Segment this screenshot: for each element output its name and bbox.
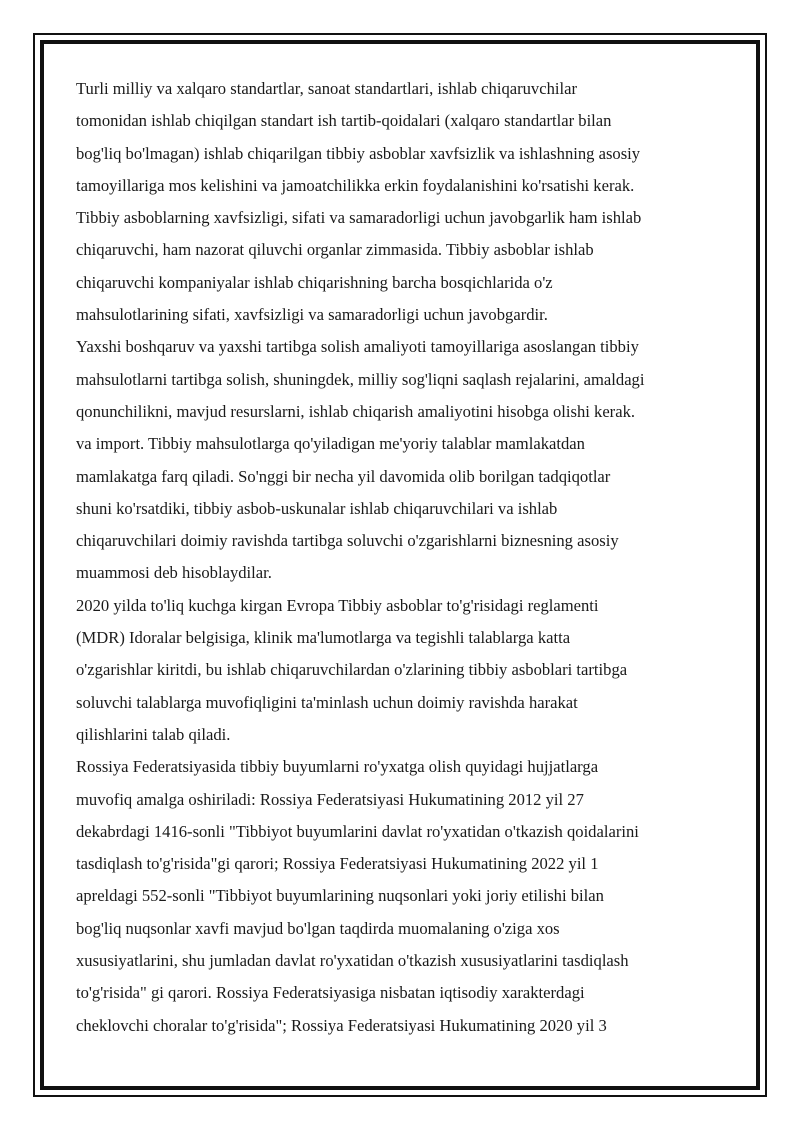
text-line: Rossiya Federatsiyasida tibbiy buyumlarni ro'yxatga olish quyidagi hujjatlarga — [76, 757, 599, 777]
text-line: o'zgarishlar kiritdi, bu ishlab chiqaruvchilardan o'zlarining tibbiy asboblari tartibga — [76, 660, 628, 680]
paragraph — [76, 751, 726, 1042]
text-line: mahsulotlarining sifati, xavfsizligi va samaradorligi uchun javobgardir. — [76, 305, 548, 325]
text-line: shuni ko'rsatdiki, tibbiy asbob-uskunalar ishlab chiqaruvchilari va ishlab — [76, 498, 558, 518]
text-line: mamlakatga farq qiladi. So'nggi bir necha yil davomida olib borilgan tadqiqotlar — [76, 466, 611, 486]
text-line: (MDR) Idoralar belgisiga, klinik ma'lumotlarga va tegishli talablarga katta — [76, 628, 571, 648]
text-line: mahsulotlarni tartibga solish, shuningdek, milliy sog'liqni saqlash rejalarini, amaldagi — [76, 369, 645, 389]
text-line: muammosi deb hisoblaydilar. — [76, 563, 272, 583]
text-line: tamoyillariga mos kelishini va jamoatchilikka erkin foydalanishini ko'rsatishi kerak. — [76, 175, 635, 195]
text-line: xususiyatlarini, shu jumladan davlat ro'yxatidan o'tkazish xususiyatlarini tasdiqlash — [76, 951, 629, 971]
text-line: Tibbiy asboblarning xavfsizligi, sifati va samaradorligi uchun javobgarlik ham ishlab — [76, 208, 642, 228]
text-line: to'g'risida" gi qarori. Rossiya Federatsiyasiga nisbatan iqtisodiy xarakterdagi — [76, 983, 585, 1003]
paragraph — [76, 331, 726, 589]
text-line: tasdiqlash to'g'risida"gi qarori; Rossiya Federatsiyasi Hukumatining 2022 yil 1 — [76, 854, 599, 874]
document-body — [76, 73, 726, 1042]
text-line: va import. Tibbiy mahsulotlarga qo'yiladigan me'yoriy talablar mamlakatdan — [76, 434, 585, 454]
text-line: Yaxshi boshqaruv va yaxshi tartibga solish amaliyoti tamoyillariga asoslangan tibbiy — [76, 337, 639, 357]
text-line: Turli milliy va xalqaro standartlar, sanoat standartlari, ishlab chiqaruvchilar — [76, 79, 578, 98]
paragraph — [76, 590, 726, 751]
text-line: qilishlarini talab qiladi. — [76, 724, 231, 744]
text-line: soluvchi talablarga muvofiqligini ta'minlash uchun doimiy ravishda harakat — [76, 692, 578, 712]
text-line: bog'liq bo'lmagan) ishlab chiqarilgan tibbiy asboblar xavfsizlik va ishlashning asosiy — [76, 143, 641, 163]
text-line: cheklovchi choralar to'g'risida"; Rossiya Federatsiyasi Hukumatining 2020 yil 3 — [76, 1015, 607, 1035]
text-line: chiqaruvchi kompaniyalar ishlab chiqarishning barcha bosqichlarida o'z — [76, 272, 553, 292]
text-line: bog'liq nuqsonlar xavfi mavjud bo'lgan taqdirda muomalaning o'ziga xos — [76, 918, 560, 938]
text-line: apreldagi 552-sonli "Tibbiyot buyumlarining nuqsonlari yoki joriy etilishi bilan — [76, 886, 604, 906]
text-line: 2020 yilda to'liq kuchga kirgan Evropa Tibbiy asboblar to'g'risidagi reglamenti — [76, 595, 599, 615]
text-line: qonunchilikni, mavjud resurslarni, ishlab chiqarish amaliyotini hisobga olishi kerak. — [76, 401, 636, 421]
text-line: chiqaruvchilari doimiy ravishda tartibga soluvchi o'zgarishlarni biznesning asosiy — [76, 531, 619, 551]
text-line: chiqaruvchi, ham nazorat qiluvchi organlar zimmasida. Tibbiy asboblar ishlab — [76, 240, 594, 260]
text-line: muvofiq amalga oshiriladi: Rossiya Federatsiyasi Hukumatining 2012 yil 27 — [76, 789, 584, 809]
paragraph — [76, 73, 726, 331]
text-line: tomonidan ishlab chiqilgan standart ish tartib-qoidalari (xalqaro standartlar bilan — [76, 111, 612, 131]
text-line: dekabrdagi 1416-sonli "Tibbiyot buyumlarini davlat ro'yxatidan o'tkazish qoidalarini — [76, 821, 639, 841]
